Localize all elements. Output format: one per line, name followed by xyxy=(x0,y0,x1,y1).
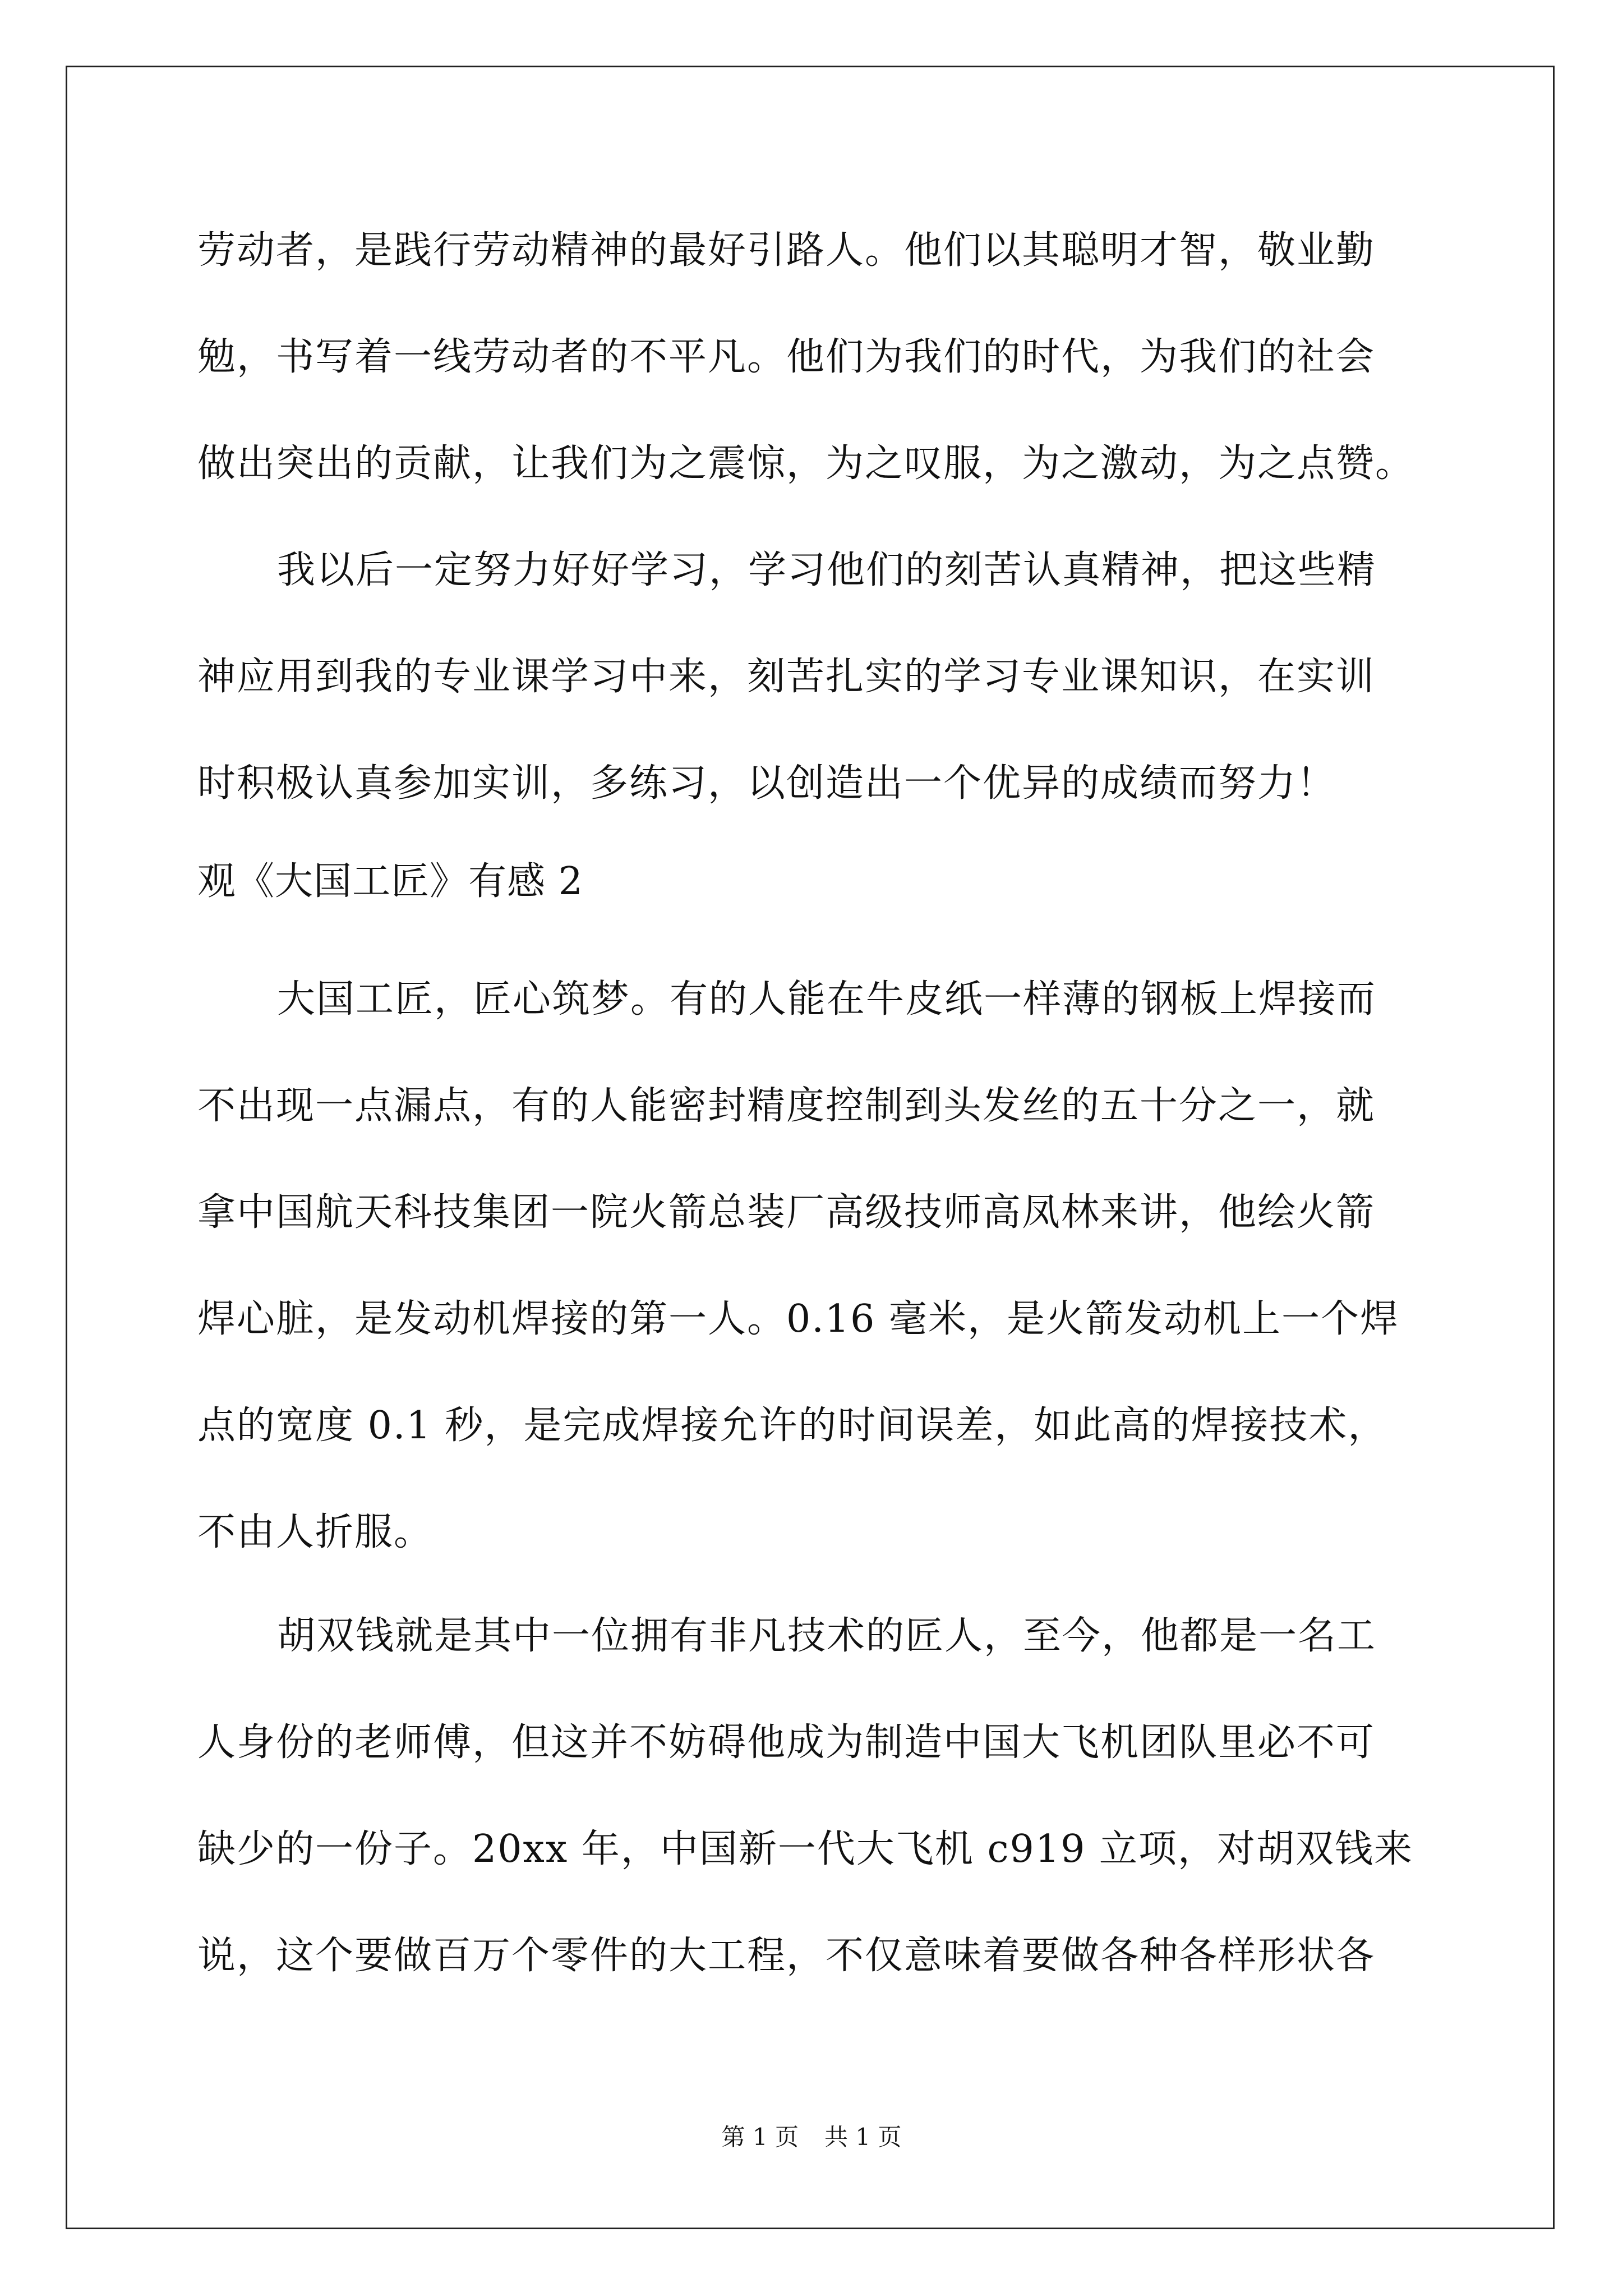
paragraph-line: 不由人折服。 xyxy=(197,1510,434,1554)
paragraph-line: 焊心脏，是发动机焊接的第一人。0.16 毫米，是火箭发动机上一个焊 xyxy=(197,1297,1400,1341)
paragraph-line: 神应用到我的专业课学习中来，刻苦扎实的学习专业课知识，在实训 xyxy=(197,655,1376,699)
paragraph-line: 说，这个要做百万个零件的大工程，不仅意味着要做各种各样形状各 xyxy=(197,1934,1376,1978)
section-heading: 观《大国工匠》有感 2 xyxy=(197,859,583,904)
paragraph-line: 缺少的一份子。20xx 年，中国新一代大飞机 c919 立项，对胡双钱来 xyxy=(197,1827,1413,1871)
paragraph-line: 做出突出的贡献，让我们为之震惊，为之叹服，为之激动，为之点赞。 xyxy=(197,441,1415,486)
paragraph-line: 劳动者，是践行劳动精神的最好引路人。他们以其聪明才智，敬业勤 xyxy=(197,228,1376,273)
paragraph-line: 勉，书写着一线劳动者的不平凡。他们为我们的时代，为我们的社会 xyxy=(197,335,1376,379)
paragraph-line: 时积极认真参加实训，多练习，以创造出一个优异的成绩而努力！ xyxy=(197,761,1336,806)
page-number: 第 1 页 xyxy=(721,2123,799,2151)
page-footer xyxy=(0,2120,1623,2154)
paragraph-line: 胡双钱就是其中一位拥有非凡技术的匠人，至今，他都是一名工 xyxy=(277,1614,1377,1658)
paragraph-line: 人身份的老师傅，但这并不妨碍他成为制造中国大飞机团队里必不可 xyxy=(197,1720,1376,1765)
paragraph-line: 大国工匠，匠心筑梦。有的人能在牛皮纸一样薄的钢板上焊接而 xyxy=(277,977,1377,1022)
paragraph-line: 不出现一点漏点，有的人能密封精度控制到头发丝的五十分之一，就 xyxy=(197,1084,1376,1128)
paragraph-line: 拿中国航天科技集团一院火箭总装厂高级技师高凤林来讲，他绘火箭 xyxy=(197,1190,1376,1235)
page-total: 共 1 页 xyxy=(824,2123,902,2151)
paragraph-line: 我以后一定努力好好学习，学习他们的刻苦认真精神，把这些精 xyxy=(277,548,1377,592)
paragraph-line: 点的宽度 0.1 秒，是完成焊接允许的时间误差，如此高的焊接技术， xyxy=(197,1404,1387,1448)
